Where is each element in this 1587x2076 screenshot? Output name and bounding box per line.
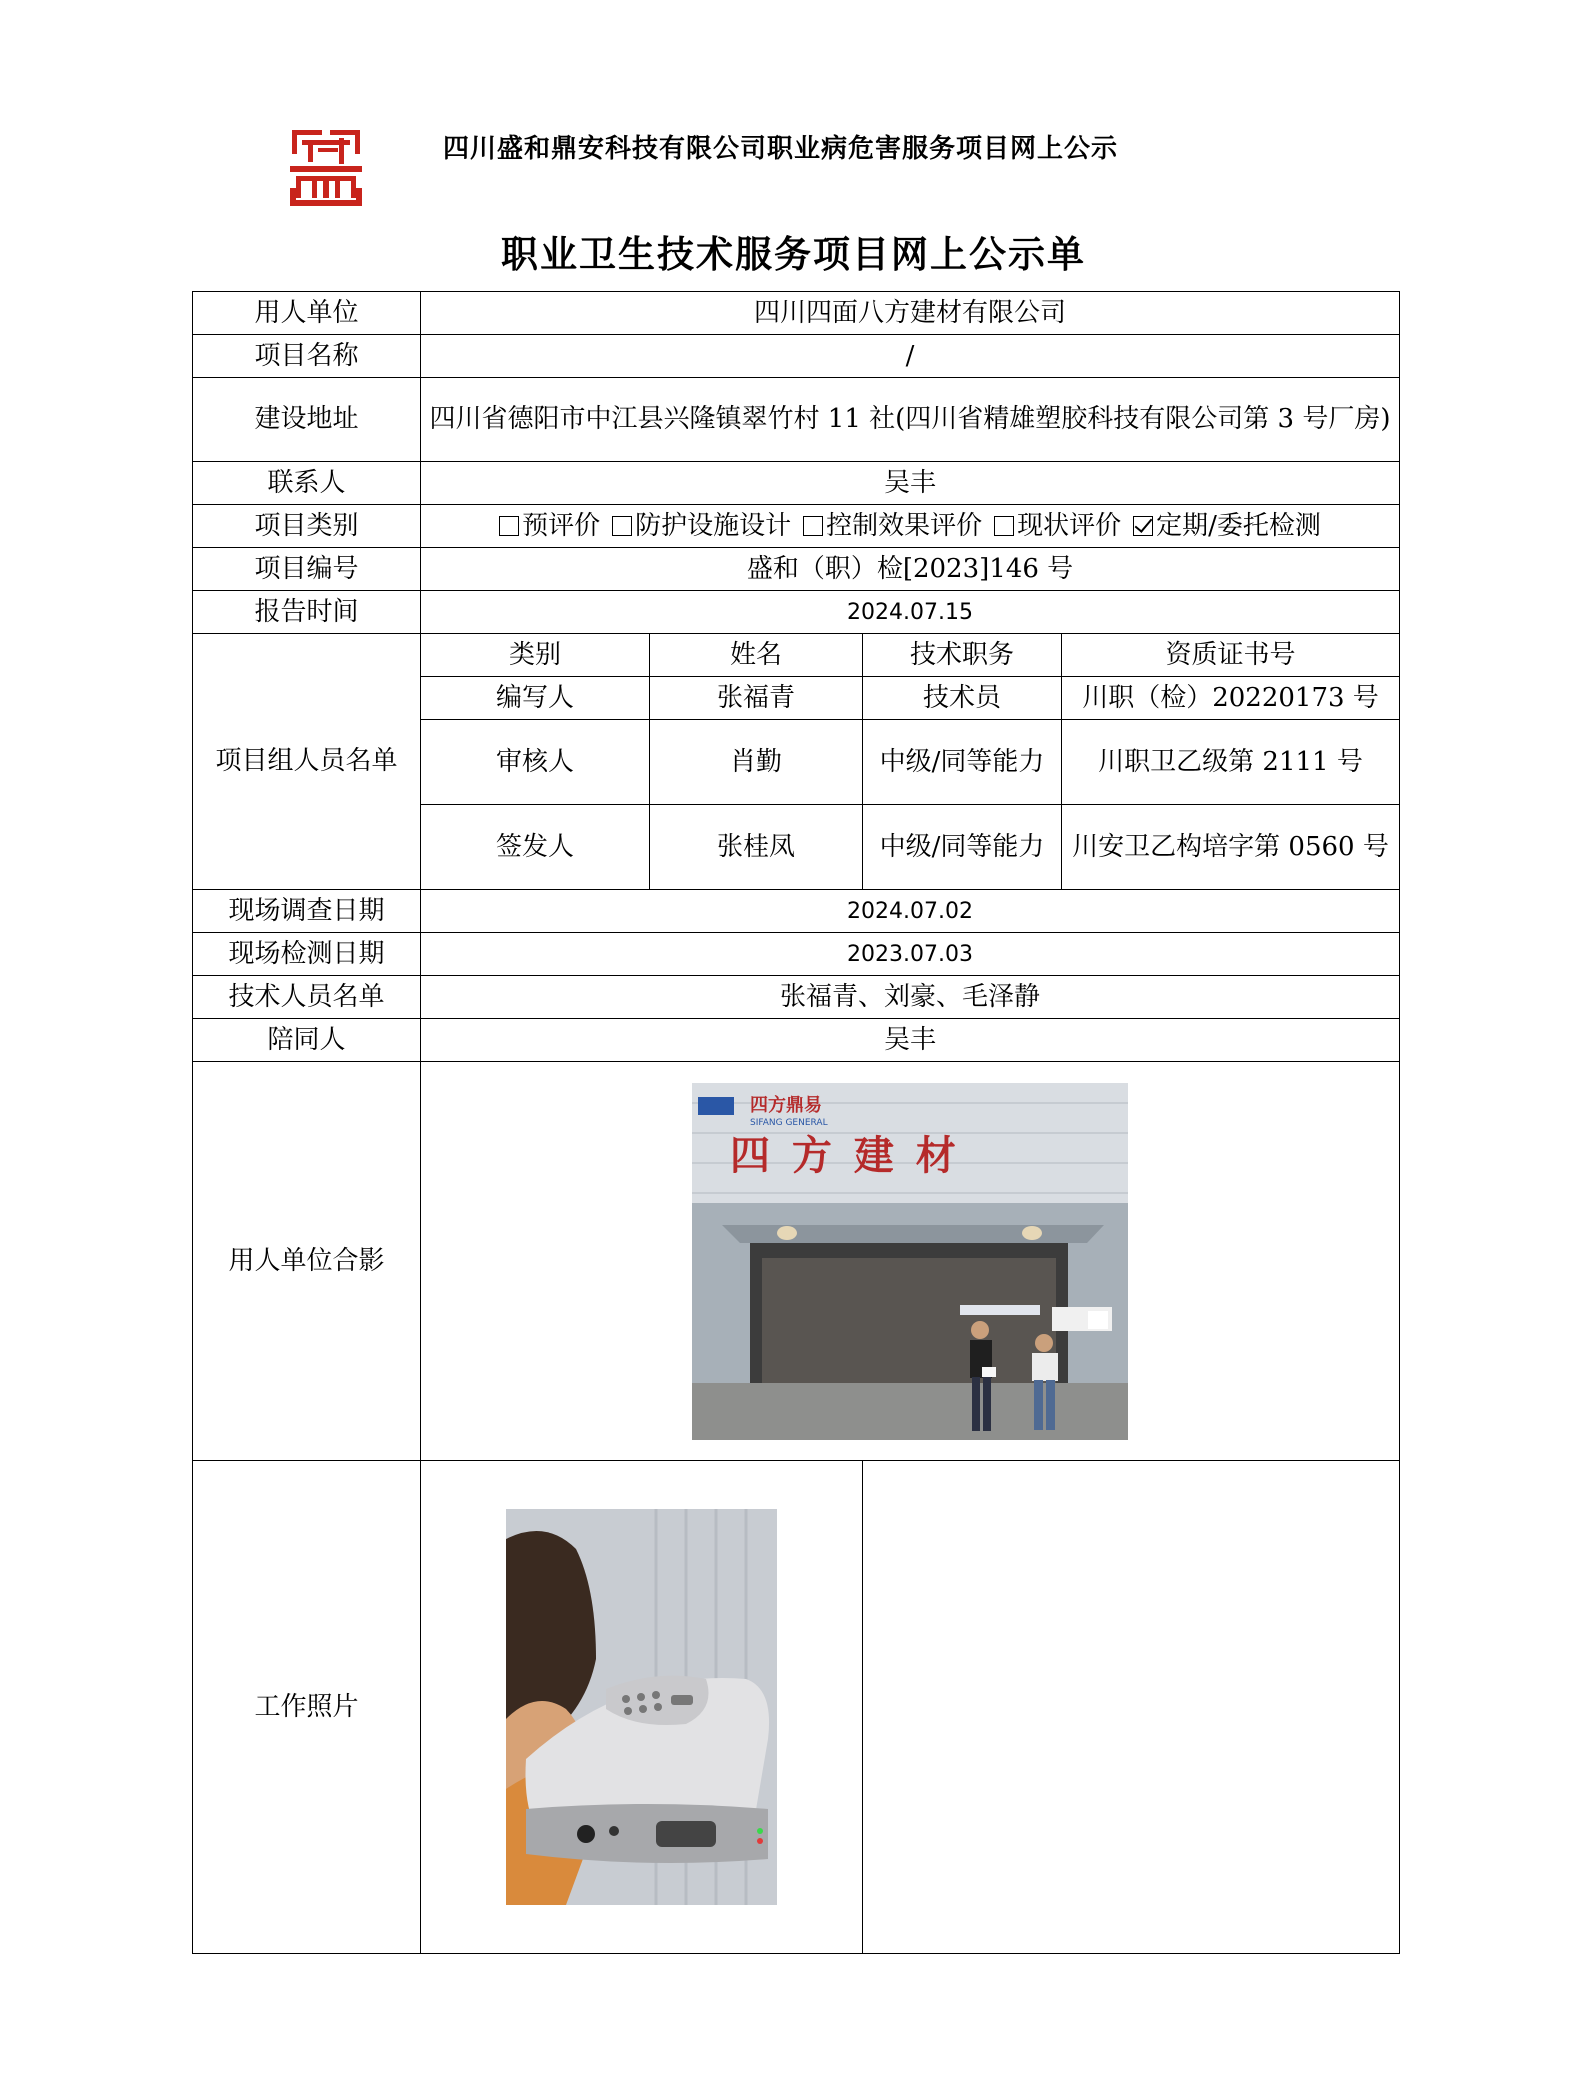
- checkbox-icon: [994, 516, 1014, 536]
- project-name-value: /: [421, 335, 1400, 378]
- technicians-value: 张福青、刘豪、毛泽静: [421, 976, 1400, 1019]
- team-person-title: 中级/同等能力: [863, 805, 1062, 890]
- team-person-name: 张桂凤: [650, 805, 863, 890]
- row-test-date: [193, 933, 1400, 976]
- team-person-certificate: 川职卫乙级第 2111 号: [1062, 720, 1400, 805]
- report-time-label: 报告时间: [193, 591, 421, 634]
- team-label: 项目组人员名单: [193, 634, 421, 890]
- group-photo: [692, 1083, 1128, 1440]
- companion-label: 陪同人: [193, 1019, 421, 1062]
- team-person-name: 张福青: [650, 677, 863, 720]
- company-title: 四川盛和鼎安科技有限公司职业病危害服务项目网上公示: [443, 134, 1119, 164]
- row-project-name: [193, 335, 1400, 378]
- work-photo-label: 工作照片: [193, 1461, 421, 1954]
- project-name-label: 项目名称: [193, 335, 421, 378]
- team-person-title: 技术员: [863, 677, 1062, 720]
- brand-text: 四方鼎易: [750, 1094, 822, 1116]
- project-no-value: 盛和（职）检[2023]146 号: [421, 548, 1400, 591]
- test-date-value: 2023.07.03: [421, 933, 1400, 976]
- row-technicians: [193, 976, 1400, 1019]
- team-role: 编写人: [421, 677, 650, 720]
- group-photo-label: 用人单位合影: [193, 1062, 421, 1461]
- team-role: 审核人: [421, 720, 650, 805]
- row-contact: [193, 462, 1400, 505]
- row-category: [193, 505, 1400, 548]
- category-option-status-eval: 现状评价: [994, 511, 1121, 541]
- row-group-photo: [193, 1062, 1400, 1461]
- team-header-row: [193, 634, 1400, 677]
- team-person-certificate: 川职（检）20220173 号: [1062, 677, 1400, 720]
- employer-value: 四川四面八方建材有限公司: [421, 292, 1400, 335]
- address-label: 建设地址: [193, 378, 421, 462]
- company-logo: [288, 128, 364, 208]
- survey-date-label: 现场调查日期: [193, 890, 421, 933]
- contact-value: 吴丰: [421, 462, 1400, 505]
- category-label: 项目类别: [193, 505, 421, 548]
- category-options: [421, 505, 1400, 548]
- team-person-title: 中级/同等能力: [863, 720, 1062, 805]
- page-header: [0, 0, 1587, 276]
- report-time-value: 2024.07.15: [421, 591, 1400, 634]
- survey-date-value: 2024.07.02: [421, 890, 1400, 933]
- row-employer: [193, 292, 1400, 335]
- row-address: [193, 378, 1400, 462]
- row-companion: [193, 1019, 1400, 1062]
- document-title: 职业卫生技术服务项目网上公示单: [501, 232, 1086, 276]
- publicity-form-table: [192, 291, 1400, 1954]
- companion-value: 吴丰: [421, 1019, 1400, 1062]
- row-work-photo: [193, 1461, 1400, 1954]
- address-value: 四川省德阳市中江县兴隆镇翠竹村 11 社(四川省精雄塑胶科技有限公司第 3 号厂房): [421, 378, 1400, 462]
- team-role: 签发人: [421, 805, 650, 890]
- team-header-category: 类别: [421, 634, 650, 677]
- test-date-label: 现场检测日期: [193, 933, 421, 976]
- team-header-name: 姓名: [650, 634, 863, 677]
- technicians-label: 技术人员名单: [193, 976, 421, 1019]
- work-photo-cell: [421, 1461, 863, 1954]
- row-report-time: [193, 591, 1400, 634]
- sign-text: 四 方 建 材: [730, 1132, 960, 1179]
- team-person-certificate: 川安卫乙构培字第 0560 号: [1062, 805, 1400, 890]
- work-photo-empty-cell: [863, 1461, 1400, 1954]
- team-person-name: 肖勤: [650, 720, 863, 805]
- category-option-periodic-test: 定期/委托检测: [1133, 511, 1321, 541]
- row-survey-date: [193, 890, 1400, 933]
- work-photo: [506, 1509, 777, 1905]
- project-no-label: 项目编号: [193, 548, 421, 591]
- checkbox-icon: [612, 516, 632, 536]
- contact-label: 联系人: [193, 462, 421, 505]
- checkbox-icon: [499, 516, 519, 536]
- category-option-pre-eval: 预评价: [499, 511, 600, 541]
- team-header-certificate: 资质证书号: [1062, 634, 1400, 677]
- checked-checkbox-icon: [1133, 516, 1153, 536]
- group-photo-cell: [421, 1062, 1400, 1461]
- team-header-title: 技术职务: [863, 634, 1062, 677]
- row-project-no: [193, 548, 1400, 591]
- employer-label: 用人单位: [193, 292, 421, 335]
- brand-subtext: SIFANG GENERAL: [750, 1117, 828, 1128]
- category-option-control-eval: 控制效果评价: [803, 511, 982, 541]
- category-option-protection-design: 防护设施设计: [612, 511, 791, 541]
- checkbox-icon: [803, 516, 823, 536]
